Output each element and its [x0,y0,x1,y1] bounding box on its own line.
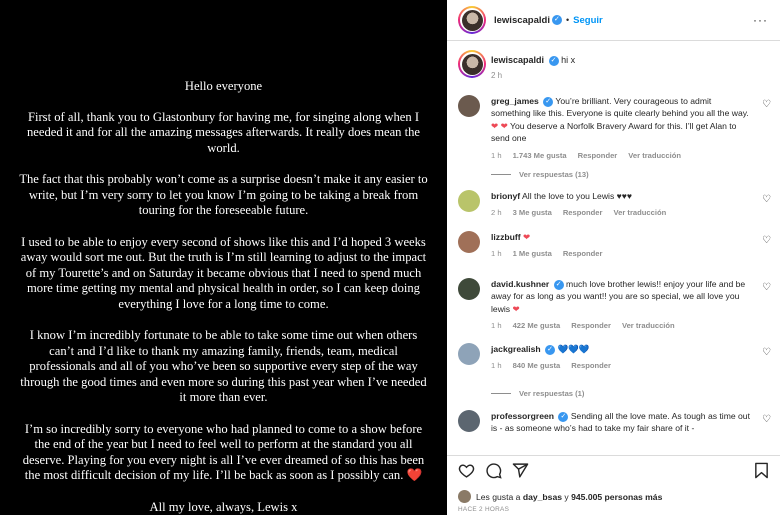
avatar[interactable] [458,6,486,34]
reply-button[interactable]: Responder [571,361,611,371]
caption-username[interactable]: lewiscapaldi [491,55,545,65]
letter-paragraph: The fact that this probably won’t come as a surprise doesn’t make it any easier to write, but I’m very sorry to let you know I’m going to be taking a break from touring for the foreseeable future. [19,172,428,217]
reply-button[interactable]: Responder [577,150,618,160]
like-comment-icon[interactable]: ♡ [762,414,771,425]
separator-dot: • [565,15,570,25]
comment-text [491,343,752,355]
letter-paragraph: I used to be able to enjoy every second of shows like this and I’d hoped 3 weeks away would sort me out. But the truth is I’m still learning to adjust to the impact of my Tourette’s and on Saturday it became obvious that I need to spend much more time getting my mental and physical health in order, so I can keep doing everything I love for a long time to come. [20,234,427,311]
profile-photo [462,10,483,31]
avatar [458,490,471,503]
comment-icon[interactable] [485,462,502,484]
letter-paragraph: I know I’m incredibly fortunate to be able to take some time out when others can’t and I’d like to thank my amazing family, friends, team, medical professionals and all of you who’ve been so supportive every step of the way through the good times and even more so during this past year when I’ve needed it more than ever. [20,328,427,404]
letter-greeting: Hello everyone [184,79,263,93]
comment-likes[interactable]: 3 Me gusta [512,208,552,218]
comment-meta [491,208,752,217]
header-username[interactable]: lewiscapaldi [494,14,550,26]
share-icon[interactable] [512,462,529,484]
post-header [447,0,780,41]
like-comment-icon[interactable]: ♡ [762,194,771,205]
verified-icon: ✓ [552,15,562,25]
letter-paragraph: First of all, thank you to Glastonbury for having me, for singing along when I needed it and for all the amazing messages afterwards. It really does mean the world. [26,109,421,155]
comment-text [491,278,752,315]
caption [447,41,780,95]
post-side-panel [447,0,780,515]
comment-text [491,231,752,243]
bookmark-icon[interactable] [754,462,769,484]
comments-list[interactable] [447,95,780,455]
comment-username[interactable]: brionyf [491,191,521,201]
replies-line [491,393,511,394]
comment-body-cont: You deserve a Norfolk Bravery Award for this. I’ll get Alan to send one [491,120,737,144]
comment-meta [491,321,752,330]
translate-button[interactable]: Ver traducción [613,208,667,218]
avatar[interactable] [458,50,486,78]
letter-signoff: All my love, always, Lewis x [149,499,298,514]
comment-time: 1 h [491,150,502,160]
heart-icon: ❤ [522,232,531,242]
caption-body: hi x [561,55,576,65]
comment-likes[interactable]: 1 Me gusta [512,249,552,259]
more-options-icon[interactable]: ··· [753,13,768,27]
likes-count[interactable]: 945.005 personas más [571,491,663,502]
verified-icon: ✓ [558,412,568,422]
like-comment-icon[interactable]: ♡ [762,282,771,293]
comment-text [491,190,752,202]
comment-likes[interactable]: 1.743 Me gusta [512,150,567,160]
reply-button[interactable]: Responder [562,249,603,259]
comment-username[interactable]: lizzbuff [491,232,521,242]
verified-icon: ✓ [554,280,564,290]
view-replies-label[interactable]: Ver respuestas (13) [519,169,589,179]
comment-time: 2 h [491,208,502,218]
comment-meta [491,361,752,370]
comment-body: You’re brilliant. Very courageous to admit something like this. Everyone is quite clearly behind you all the way. [491,96,749,119]
comment-body: All the love to you Lewis ♥♥♥ [522,191,632,201]
comment [447,95,780,158]
avatar[interactable] [458,410,480,432]
replies-line [491,174,511,175]
post-timestamp: HACE 2 HORAS [458,506,510,513]
comment-username[interactable]: david.kushner [491,279,550,289]
comment-body: much love brother lewis!! enjoy your life and be away for as long as you want!! you are so special, we all love you lewis [491,279,746,314]
reply-button[interactable]: Responder [571,321,611,331]
comment-time: 1 h [491,321,502,331]
like-comment-icon[interactable]: ♡ [762,99,771,110]
comment-username[interactable]: professorgreen [491,411,555,421]
comment-text [491,95,752,145]
comment-meta [491,249,752,258]
comment [447,231,780,278]
comment-likes[interactable]: 422 Me gusta [512,321,561,331]
verified-icon: ✓ [543,97,553,107]
like-comment-icon[interactable]: ♡ [762,347,771,358]
verified-icon: ✓ [549,56,559,66]
view-replies-button[interactable] [491,158,780,190]
profile-photo [462,54,483,75]
avatar[interactable] [458,231,480,253]
comment-meta [491,151,752,160]
view-replies-label[interactable]: Ver respuestas (1) [519,388,585,398]
heart-icon: ❤️ [406,468,423,482]
reply-button[interactable]: Responder [562,208,603,218]
caption-timestamp: 2 h [491,71,503,80]
translate-button[interactable]: Ver traducción [621,321,675,331]
letter-last-text: I’m so incredibly sorry to everyone who had planned to come to a show before the end of the year but I need to feel well to perform at the standard you all deserve. Playing for you every night is all I’ve ever dreamed of so this has been the most difficult decision of my life. I’ll be back as soon as I possibly can. [22,421,425,482]
avatar[interactable] [458,343,480,365]
comment-likes[interactable]: 840 Me gusta [512,361,561,371]
heart-icon: ❤ ❤ [491,120,508,131]
caption-text [491,55,575,66]
comment-body: Sending all the love mate. As tough as time out is - as someone who’s had to take my fair share of it - [491,411,750,434]
likes-middle: y [564,491,569,502]
blue-heart-icon: 💙💙💙 [557,344,590,354]
translate-button[interactable]: Ver traducción [628,150,682,160]
avatar[interactable] [458,190,480,212]
follow-button[interactable]: Seguir [573,14,603,26]
heart-icon: ❤ [512,303,520,314]
comment [447,278,780,343]
comment [447,190,780,231]
comment-time: 1 h [491,361,502,371]
comment-username[interactable]: greg_james [491,96,539,106]
likes-summary[interactable] [458,490,662,503]
avatar[interactable] [458,95,480,117]
comment [447,343,780,376]
letter-paragraph-last [18,422,429,484]
avatar[interactable] [458,278,480,300]
comment-time: 1 h [491,249,502,259]
comment-text [491,410,752,435]
like-icon[interactable] [458,462,475,484]
likes-prefix: Les gusta a [476,491,521,502]
likes-user[interactable]: day_bsas [522,491,563,502]
view-replies-button[interactable] [491,376,780,410]
comment-username[interactable]: jackgrealish [491,344,541,354]
verified-icon: ✓ [545,345,555,355]
comment [447,410,780,450]
like-comment-icon[interactable]: ♡ [762,235,771,246]
post-actions [447,455,780,515]
